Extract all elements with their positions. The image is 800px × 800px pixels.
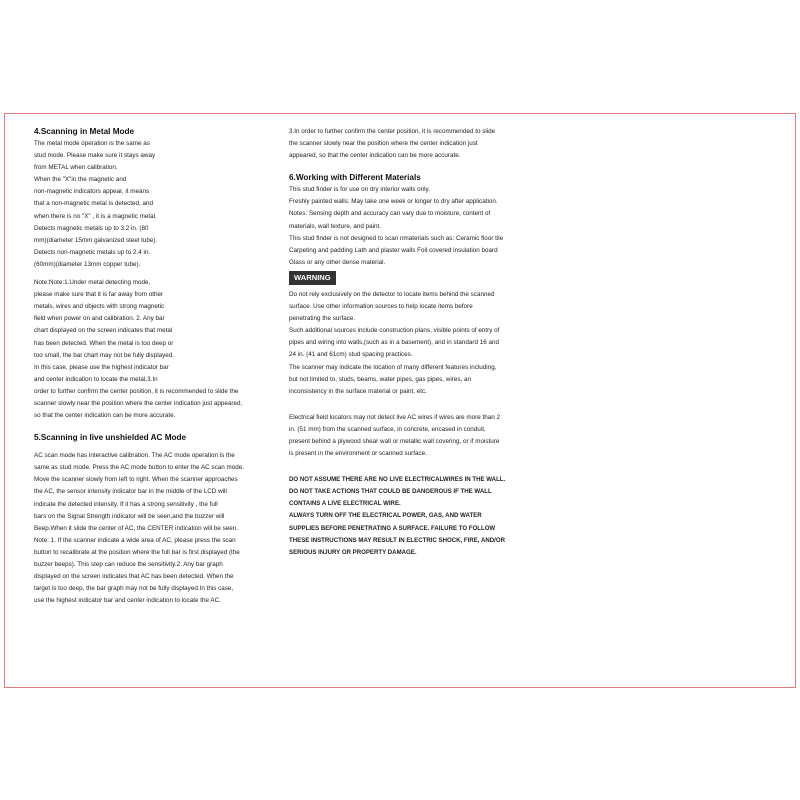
text-line: Freshly painted walls: May take one week or longer to dry after application. (289, 198, 498, 206)
text-line: buzzer beeps). This step can reduce the sensitivity.2. Any bar graph (34, 561, 223, 568)
text-line: order to further confirm the center position, it is recommended to slide the (34, 387, 239, 395)
text-line: has been detected. When the metal is too deep or (34, 339, 174, 347)
section-6-title: 6.Working with Different Materials (289, 173, 421, 183)
text-line: when there is no "X" , it is a magnetic metal. (34, 212, 157, 220)
text-line: Note: 1. If the scanner indicate a wide area of AC, please press the scan (34, 536, 236, 544)
text-line: bars on the Signal Strength indicator will be seen,and the buzzer will (34, 512, 225, 520)
text-line: same as stud mode. Press the AC mode button to enter the AC scan mode. (34, 464, 245, 472)
text-line: The metal mode operation is the same as (34, 140, 150, 147)
warning-body-2 (289, 412, 529, 460)
text-line: Detects non-magnetic metals up to 2.4 in. (34, 248, 151, 256)
section-4-title: 4.Scanning in Metal Mode (34, 127, 135, 136)
text-line: This stud finder is for use on dry interior walls only. (289, 186, 430, 194)
text-line: the AC, the sensor intensity indicator bar in the middle of the LCD will (34, 488, 227, 496)
text-line: the scanner slowly near the position where the center indication just (289, 140, 478, 148)
text-line: THESE INSTRUCTIONS MAY RESULT IN ELECTRIC SHOCK, FIRE, AND/OR (289, 536, 506, 544)
text-line: SUPPLIES BEFORE PENETRATING A SURFACE. FAILURE TO FOLLOW (289, 524, 496, 532)
text-line: field when power on and calibration. 2. Any bar (34, 315, 165, 323)
text-line: present behind a plywood shear wall or metallic wall covering, or if moisture (289, 437, 500, 445)
text-line: When the "X"in the magnetic and (34, 176, 127, 184)
text-line: 24 in. (41 and 61cm) stud spacing practices. (289, 351, 413, 359)
text-line: button to recalibrate at the position where the full bar is first displayed (the (34, 548, 240, 556)
text-line: chart displayed on the screen indicates that metal (34, 327, 173, 335)
text-line: Do not rely exclusively on the detector to locate items behind the scanned (289, 290, 495, 298)
text-line: In this case, please use the highest indicator bar (34, 363, 169, 371)
text-line: Electrical field locators may not detect live AC wires if wires are more than 2 (289, 413, 501, 421)
text-line: target is too deep, the bar graph may not be fully displayed.In this case, (34, 585, 234, 593)
text-line: too small, the bar chart may not be fully displayed. (34, 351, 175, 359)
text-line: appeared, so that the center indication can be more accurate. (289, 152, 461, 160)
text-line: so that the center indication can be more accurate. (34, 412, 176, 420)
section-4-body (34, 138, 274, 271)
text-line: indicate the detected intensity. If it has a strong sensitivity , the full (34, 500, 218, 508)
continued-note (289, 126, 529, 162)
text-line: metals, wires and objects with strong magnetic (34, 303, 165, 311)
section-5-title: 5.Scanning in live unshielded AC Mode (34, 433, 187, 443)
text-line: inconsistency in the surface material or paint, etc. (289, 387, 427, 395)
text-line: SERIOUS INJURY OR PROPERTY DAMAGE. (289, 548, 417, 556)
text-line: scanner slowly near the position where the center indication just appeared, (34, 399, 243, 407)
text-line: is present in the environment or scanned surface. (289, 450, 427, 458)
caps-warning (289, 474, 529, 559)
text-line: (60mm)(diameter 13mm copper tube). (34, 260, 141, 268)
text-line: Beep.When it slide the center of AC, the CENTER indication will be seen. (34, 524, 239, 532)
text-line: that a non-magnetic metal is detected, and (34, 200, 154, 208)
text-line: but not limited to, studs, beams, water pipes, gas pipes, wires, an (289, 375, 472, 383)
text-line: Notes: Sensing depth and accuracy can vary due to moisture, content of (289, 210, 491, 218)
section-5-body (34, 450, 274, 607)
text-line: Carpeting and padding Lath and plaster walls Foil covered insulation board (289, 246, 498, 254)
text-line: Detects magnetic metals up to 3.2 in. (80 (34, 224, 149, 232)
text-line: from METAL when calibration. (34, 164, 118, 172)
text-line: penetrating the surface. (289, 315, 356, 323)
text-line: 3.In order to further confirm the center position, it is recommended to slide (289, 128, 496, 135)
text-line: Glass or any other dense material. (289, 258, 386, 266)
text-line: surface. Use other information sources to help locate items before (289, 303, 473, 311)
text-line: please make sure that it is far away from other (34, 291, 164, 299)
text-line: Note:Note:1.Under metal detecting mode, (34, 279, 151, 287)
text-line: mm)(diameter 15mm galvanized steel tube). (34, 236, 158, 244)
warning-body-1 (289, 289, 529, 398)
right-column (289, 126, 529, 559)
text-line: use the highest indicator bar and center indication to locate the AC. (34, 597, 221, 605)
text-line: in. (51 mm) from the scanned surface, in concrete, encased in conduit, (289, 425, 486, 433)
text-line: ALWAYS TURN OFF THE ELECTRICAL POWER, GAS, AND WATER (289, 512, 482, 520)
text-line: pipes and wiring into walls,(such as in a basement), and in standard 16 and (289, 339, 500, 347)
text-line: Move the scanner slowly from left to right. When the scanner approaches (34, 476, 238, 484)
section-6-body (289, 184, 529, 269)
text-line: This stud finder is not designed to scan nmaterials such as: Ceramic floor tile (289, 234, 504, 242)
warning-label: WARNING (289, 271, 336, 285)
text-line: Such additional sources include construction plans, visible points of entry of (289, 327, 500, 335)
text-line: stud mode. Please make sure it stays away (34, 152, 156, 160)
text-line: non-magnetic indicators appear, it means (34, 188, 150, 196)
text-line: and center indication to locate the metal.3.In (34, 375, 158, 383)
text-line: DO NOT ASSUME THERE ARE NO LIVE ELECTRICALWIRES IN THE WALL. (289, 476, 506, 484)
text-line: The scanner may indicate the location of many different features including, (289, 363, 497, 371)
note-body (34, 277, 274, 422)
left-column (34, 126, 274, 607)
text-line: CONTAINS A LIVE ELECTRICAL WIRE. (289, 500, 401, 508)
text-line: materials, wall texture, and paint. (289, 222, 382, 230)
text-line: displayed on the screen indicates that AC has been detected. When the (34, 573, 234, 581)
text-line: DO NOT TAKE ACTIONS THAT COULD BE DANGEROUS IF THE WALL (289, 488, 492, 496)
text-line: AC scan mode has interactive calibration. The AC mode operation is the (34, 452, 235, 460)
